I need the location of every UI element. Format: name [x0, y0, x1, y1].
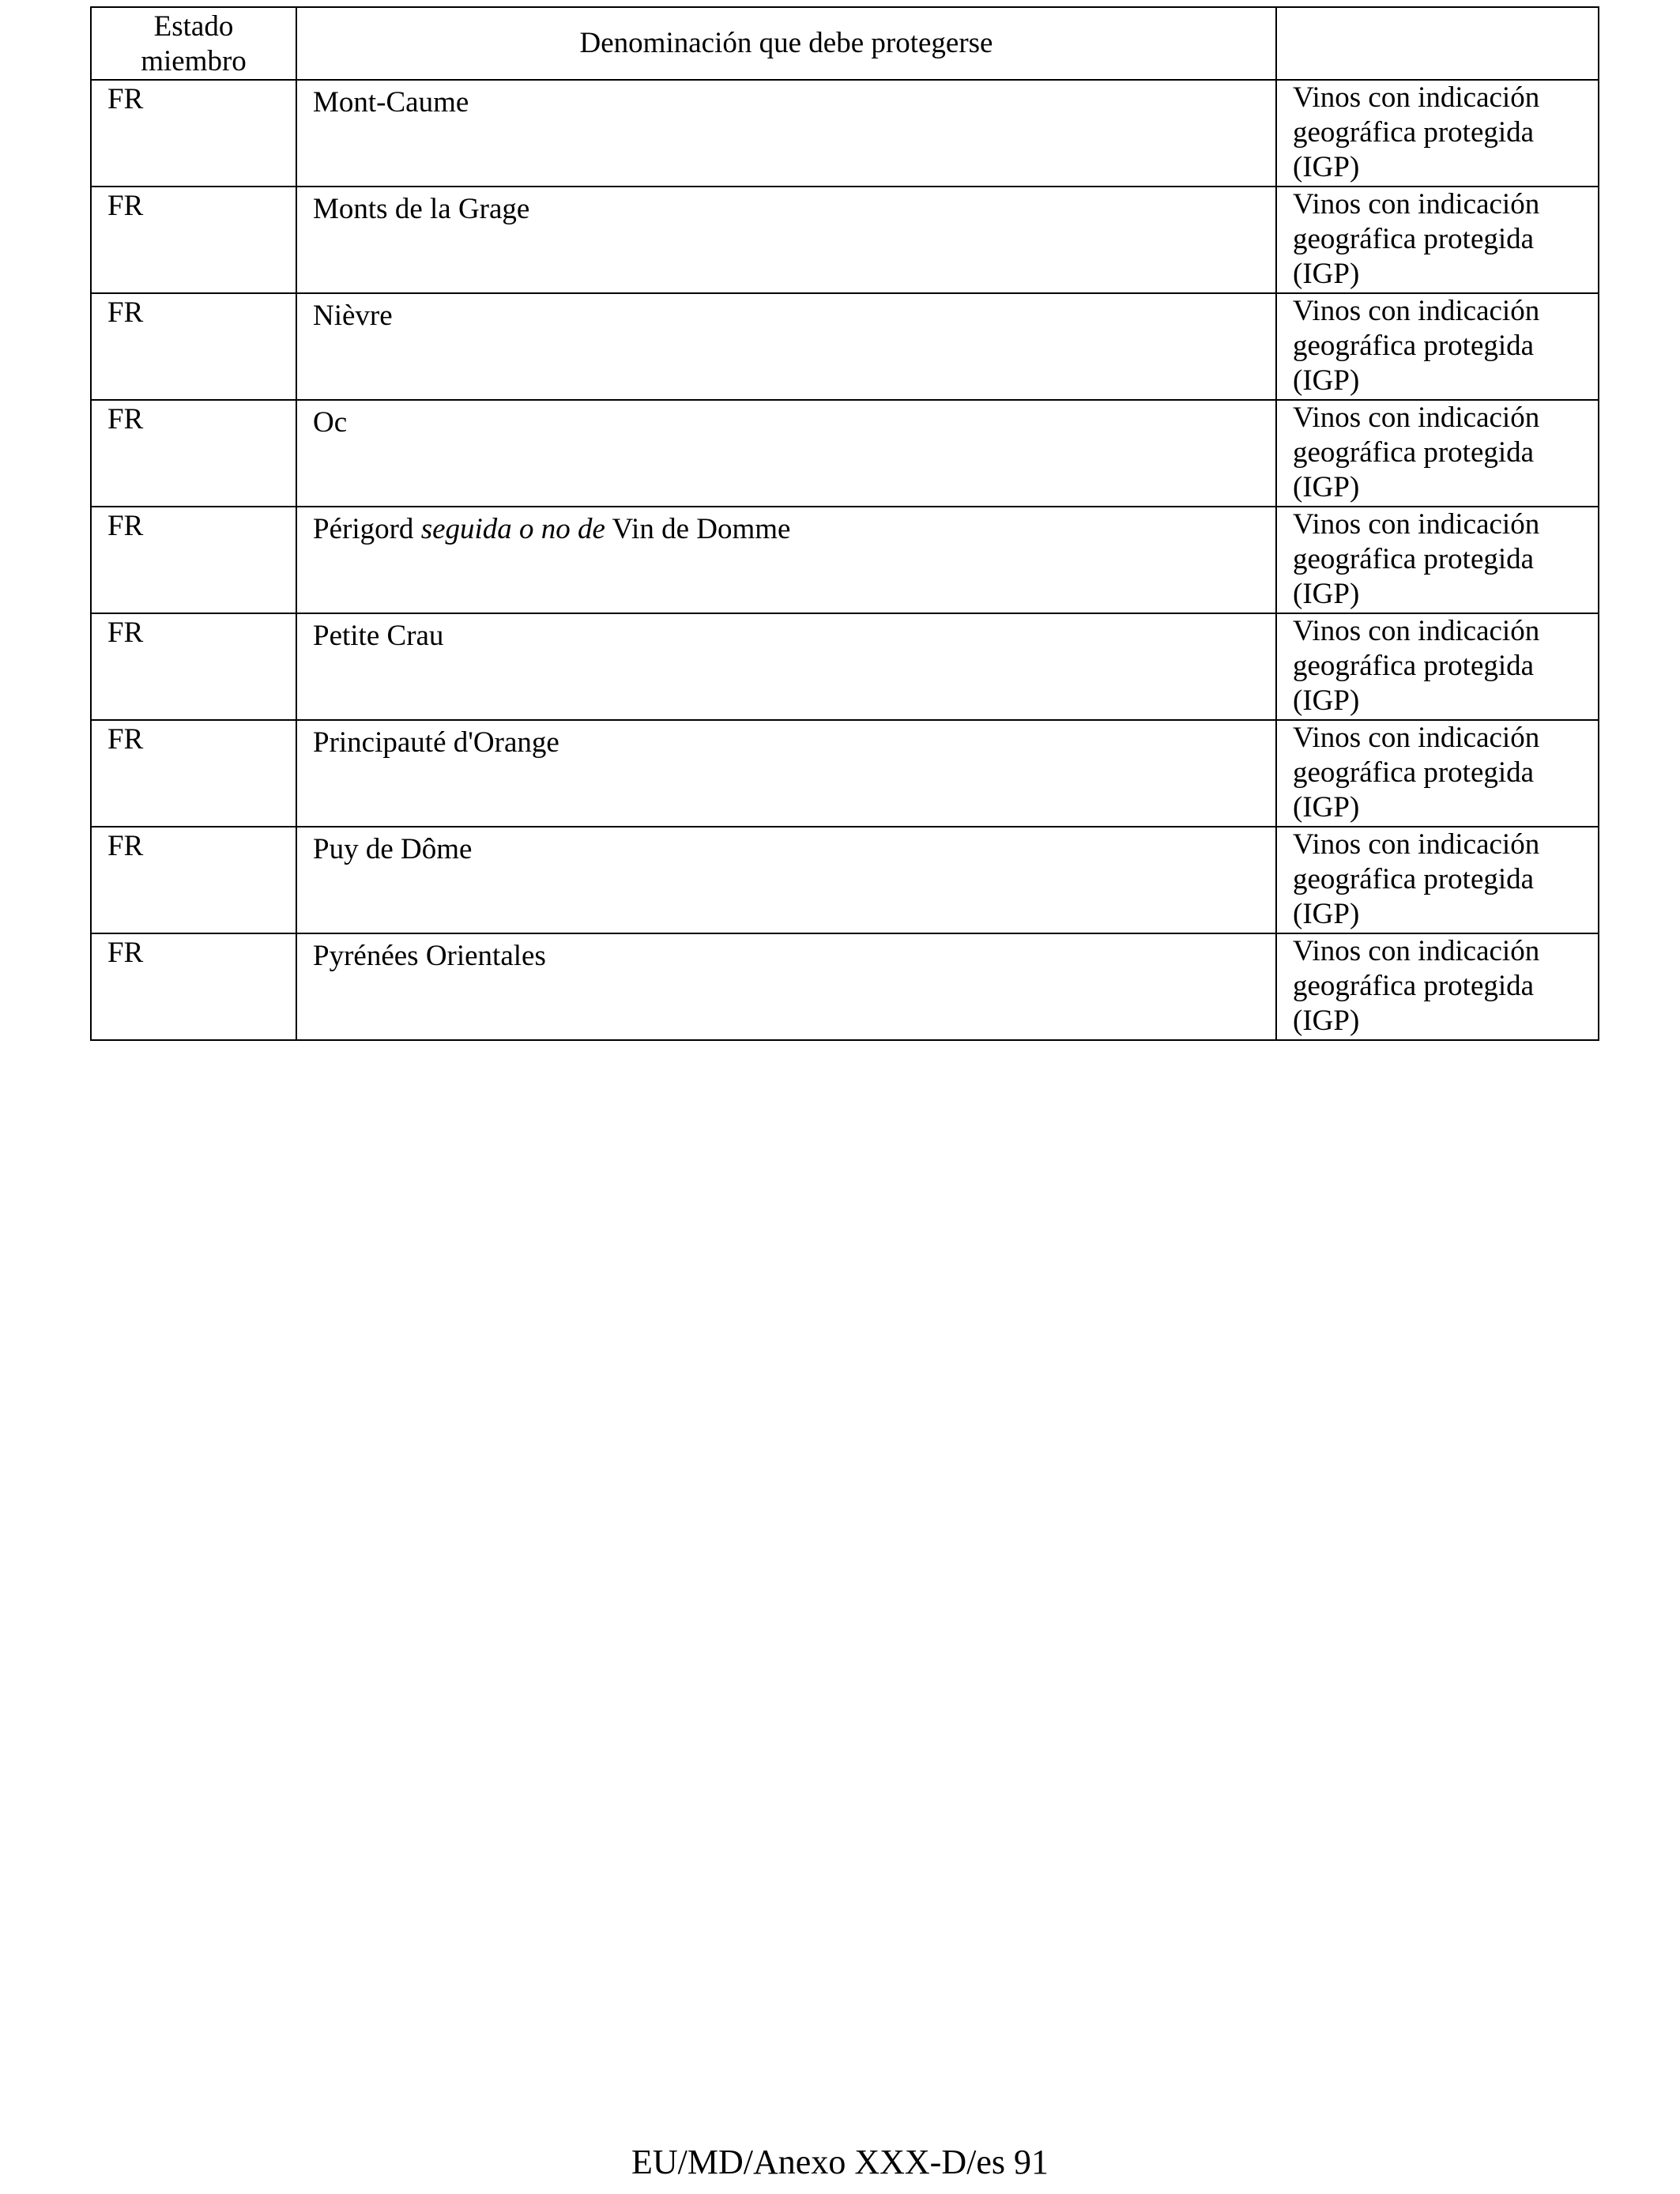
cell-denomination — [296, 80, 1276, 187]
cell-member-state: FR — [91, 80, 296, 187]
table-row — [91, 933, 1599, 1040]
page-footer-reference: EU/MD/Anexo XXX-D/es 91 — [631, 2143, 1049, 2181]
table-header-row — [91, 7, 1599, 80]
cell-denomination — [296, 933, 1276, 1040]
protected-denominations-table — [90, 6, 1599, 1041]
table-row — [91, 400, 1599, 507]
cell-category: Vinos con indicación geográfica protegida (IGP) — [1276, 80, 1599, 187]
header-member-state: Estado miembro — [91, 7, 296, 80]
cell-member-state: FR — [91, 400, 296, 507]
denomination-text: Oc — [313, 406, 348, 439]
denomination-text: Puy de Dôme — [313, 833, 473, 865]
table-row — [91, 507, 1599, 613]
cell-denomination — [296, 400, 1276, 507]
denomination-italic-text: seguida o no de — [420, 513, 605, 545]
cell-category: Vinos con indicación geográfica protegida (IGP) — [1276, 400, 1599, 507]
cell-member-state: FR — [91, 720, 296, 827]
header-category — [1276, 7, 1599, 80]
cell-category: Vinos con indicación geográfica protegida (IGP) — [1276, 827, 1599, 933]
header-denomination: Denominación que debe protegerse — [296, 7, 1276, 80]
table-row — [91, 187, 1599, 293]
denomination-text: Nièvre — [313, 300, 393, 332]
table-row — [91, 613, 1599, 720]
cell-member-state: FR — [91, 293, 296, 400]
cell-member-state: FR — [91, 933, 296, 1040]
denomination-text: Pyrénées Orientales — [313, 940, 546, 972]
table-row — [91, 720, 1599, 827]
denomination-text: Mont-Caume — [313, 86, 469, 119]
cell-category: Vinos con indicación geográfica protegida (IGP) — [1276, 187, 1599, 293]
cell-category: Vinos con indicación geográfica protegida (IGP) — [1276, 293, 1599, 400]
cell-category: Vinos con indicación geográfica protegida (IGP) — [1276, 613, 1599, 720]
cell-member-state: FR — [91, 613, 296, 720]
cell-denomination — [296, 187, 1276, 293]
table-row — [91, 293, 1599, 400]
cell-category: Vinos con indicación geográfica protegida (IGP) — [1276, 507, 1599, 613]
denomination-text: Petite Crau — [313, 620, 444, 652]
denomination-text: Périgord — [313, 513, 421, 545]
cell-denomination — [296, 293, 1276, 400]
cell-category: Vinos con indicación geográfica protegida (IGP) — [1276, 933, 1599, 1040]
table-row — [91, 827, 1599, 933]
cell-category: Vinos con indicación geográfica protegida (IGP) — [1276, 720, 1599, 827]
cell-member-state: FR — [91, 187, 296, 293]
cell-denomination — [296, 613, 1276, 720]
table-row — [91, 80, 1599, 187]
denomination-text: Monts de la Grage — [313, 193, 530, 225]
cell-member-state: FR — [91, 507, 296, 613]
denomination-suffix-text: Vin de Domme — [605, 513, 791, 545]
denomination-text: Principauté d'Orange — [313, 726, 559, 759]
cell-denomination — [296, 827, 1276, 933]
cell-member-state: FR — [91, 827, 296, 933]
cell-denomination — [296, 720, 1276, 827]
cell-denomination — [296, 507, 1276, 613]
